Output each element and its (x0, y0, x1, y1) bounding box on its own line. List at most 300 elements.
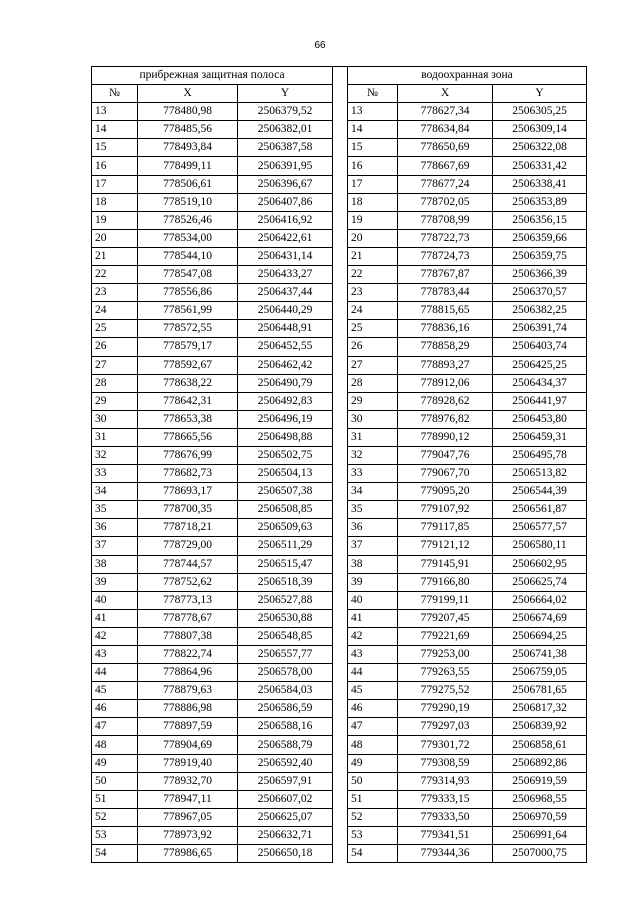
table-gap (333, 664, 348, 682)
right-x-coordinate: 778708,99 (398, 211, 493, 229)
table-gap (333, 67, 348, 85)
right-point-number: 26 (348, 338, 398, 356)
left-y-coordinate: 2506437,44 (238, 284, 333, 302)
left-y-coordinate: 2506515,47 (238, 555, 333, 573)
right-y-coordinate: 2506968,55 (493, 790, 587, 808)
left-x-coordinate: 778592,67 (138, 356, 238, 374)
left-table-title: прибрежная защитная полоса (92, 67, 333, 85)
left-point-number: 31 (92, 428, 138, 446)
right-point-number: 30 (348, 410, 398, 428)
right-point-number: 42 (348, 627, 398, 645)
right-x-coordinate: 778724,73 (398, 247, 493, 265)
right-y-coordinate: 2506331,42 (493, 157, 587, 175)
right-y-coordinate: 2506391,74 (493, 320, 587, 338)
left-y-coordinate: 2506557,77 (238, 646, 333, 664)
right-point-number: 31 (348, 428, 398, 446)
table-gap (333, 826, 348, 844)
left-x-coordinate: 778493,84 (138, 139, 238, 157)
left-point-number: 40 (92, 591, 138, 609)
left-x-coordinate: 778638,22 (138, 374, 238, 392)
right-point-number: 50 (348, 772, 398, 790)
right-x-coordinate: 779314,93 (398, 772, 493, 790)
left-point-number: 22 (92, 266, 138, 284)
table-row (92, 428, 587, 446)
left-y-coordinate: 2506490,79 (238, 374, 333, 392)
table-gap (333, 302, 348, 320)
right-y-coordinate: 2506970,59 (493, 808, 587, 826)
left-point-number: 20 (92, 229, 138, 247)
table-gap (333, 338, 348, 356)
left-point-number: 53 (92, 826, 138, 844)
left-y-coordinate: 2506379,52 (238, 103, 333, 121)
left-x-coordinate: 778693,17 (138, 483, 238, 501)
table-row (92, 664, 587, 682)
left-y-coordinate: 2506650,18 (238, 845, 333, 863)
left-y-coordinate: 2506433,27 (238, 266, 333, 284)
right-y-coordinate: 2506513,82 (493, 465, 587, 483)
right-x-coordinate: 779095,20 (398, 483, 493, 501)
left-x-coordinate: 778676,99 (138, 446, 238, 464)
right-point-number: 52 (348, 808, 398, 826)
table-gap (333, 537, 348, 555)
left-x-coordinate: 778579,17 (138, 338, 238, 356)
right-point-number: 36 (348, 519, 398, 537)
left-y-coordinate: 2506396,67 (238, 175, 333, 193)
table-gap (333, 139, 348, 157)
left-y-coordinate: 2506504,13 (238, 465, 333, 483)
left-header-number: № (92, 85, 138, 103)
left-x-coordinate: 778967,05 (138, 808, 238, 826)
table-gap (333, 193, 348, 211)
table-row (92, 465, 587, 483)
right-point-number: 15 (348, 139, 398, 157)
table-gap (333, 266, 348, 284)
left-y-coordinate: 2506431,14 (238, 247, 333, 265)
right-point-number: 34 (348, 483, 398, 501)
table-gap (333, 790, 348, 808)
table-gap (333, 85, 348, 103)
table-row (92, 718, 587, 736)
right-point-number: 41 (348, 609, 398, 627)
table-gap (333, 718, 348, 736)
left-y-coordinate: 2506382,01 (238, 121, 333, 139)
left-x-coordinate: 778886,98 (138, 700, 238, 718)
table-gap (333, 501, 348, 519)
left-y-coordinate: 2506597,91 (238, 772, 333, 790)
left-point-number: 36 (92, 519, 138, 537)
left-point-number: 19 (92, 211, 138, 229)
left-x-coordinate: 778729,00 (138, 537, 238, 555)
left-y-coordinate: 2506530,88 (238, 609, 333, 627)
left-x-coordinate: 778986,65 (138, 845, 238, 863)
table-gap (333, 519, 348, 537)
right-y-coordinate: 2506694,25 (493, 627, 587, 645)
right-point-number: 48 (348, 736, 398, 754)
table-row (92, 320, 587, 338)
right-y-coordinate: 2506759,05 (493, 664, 587, 682)
right-y-coordinate: 2506839,92 (493, 718, 587, 736)
right-x-coordinate: 778976,82 (398, 410, 493, 428)
left-point-number: 16 (92, 157, 138, 175)
right-y-coordinate: 2506858,61 (493, 736, 587, 754)
left-point-number: 33 (92, 465, 138, 483)
table-body (92, 103, 587, 863)
right-point-number: 54 (348, 845, 398, 863)
table-row (92, 175, 587, 193)
table-gap (333, 646, 348, 664)
left-x-coordinate: 778544,10 (138, 247, 238, 265)
left-x-coordinate: 778744,57 (138, 555, 238, 573)
table-row (92, 284, 587, 302)
table-row (92, 157, 587, 175)
left-point-number: 38 (92, 555, 138, 573)
right-point-number: 32 (348, 446, 398, 464)
right-point-number: 29 (348, 392, 398, 410)
left-point-number: 34 (92, 483, 138, 501)
left-x-coordinate: 778919,40 (138, 754, 238, 772)
right-point-number: 14 (348, 121, 398, 139)
left-y-coordinate: 2506511,29 (238, 537, 333, 555)
table-row (92, 772, 587, 790)
right-point-number: 53 (348, 826, 398, 844)
right-y-coordinate: 2506366,39 (493, 266, 587, 284)
right-y-coordinate: 2506577,57 (493, 519, 587, 537)
right-point-number: 27 (348, 356, 398, 374)
table-gap (333, 157, 348, 175)
right-x-coordinate: 779166,80 (398, 573, 493, 591)
right-x-coordinate: 778928,62 (398, 392, 493, 410)
right-y-coordinate: 2506892,86 (493, 754, 587, 772)
left-point-number: 41 (92, 609, 138, 627)
right-x-coordinate: 779263,55 (398, 664, 493, 682)
right-y-coordinate: 2506991,64 (493, 826, 587, 844)
right-point-number: 49 (348, 754, 398, 772)
coordinates-table (91, 66, 587, 863)
table-gap (333, 808, 348, 826)
table-gap (333, 428, 348, 446)
left-x-coordinate: 778718,21 (138, 519, 238, 537)
table-gap (333, 284, 348, 302)
right-x-coordinate: 779145,91 (398, 555, 493, 573)
right-y-coordinate: 2506561,87 (493, 501, 587, 519)
right-y-coordinate: 2506453,80 (493, 410, 587, 428)
left-x-coordinate: 778499,11 (138, 157, 238, 175)
right-x-coordinate: 778722,73 (398, 229, 493, 247)
table-row (92, 519, 587, 537)
right-y-coordinate: 2506359,75 (493, 247, 587, 265)
table-gap (333, 465, 348, 483)
table-row (92, 845, 587, 863)
table-row (92, 573, 587, 591)
right-y-coordinate: 2506309,14 (493, 121, 587, 139)
right-x-coordinate: 778667,69 (398, 157, 493, 175)
left-x-coordinate: 778897,59 (138, 718, 238, 736)
right-point-number: 21 (348, 247, 398, 265)
table-gap (333, 175, 348, 193)
left-y-coordinate: 2506422,61 (238, 229, 333, 247)
right-x-coordinate: 778767,87 (398, 266, 493, 284)
left-point-number: 52 (92, 808, 138, 826)
left-y-coordinate: 2506407,86 (238, 193, 333, 211)
left-point-number: 29 (92, 392, 138, 410)
table-row (92, 193, 587, 211)
right-x-coordinate: 778650,69 (398, 139, 493, 157)
right-y-coordinate: 2507000,75 (493, 845, 587, 863)
table-row (92, 356, 587, 374)
left-y-coordinate: 2506625,07 (238, 808, 333, 826)
right-x-coordinate: 779067,70 (398, 465, 493, 483)
left-x-coordinate: 778864,96 (138, 664, 238, 682)
right-y-coordinate: 2506664,02 (493, 591, 587, 609)
left-x-coordinate: 778752,62 (138, 573, 238, 591)
right-y-coordinate: 2506370,57 (493, 284, 587, 302)
table-row (92, 266, 587, 284)
right-x-coordinate: 778702,05 (398, 193, 493, 211)
table-row (92, 338, 587, 356)
right-x-coordinate: 778990,12 (398, 428, 493, 446)
right-x-coordinate: 779107,92 (398, 501, 493, 519)
left-point-number: 23 (92, 284, 138, 302)
table-gap (333, 211, 348, 229)
left-x-coordinate: 778947,11 (138, 790, 238, 808)
table-gap (333, 555, 348, 573)
right-x-coordinate: 779253,00 (398, 646, 493, 664)
table-row (92, 103, 587, 121)
left-x-coordinate: 778904,69 (138, 736, 238, 754)
left-x-coordinate: 778932,70 (138, 772, 238, 790)
right-x-coordinate: 779221,69 (398, 627, 493, 645)
right-x-coordinate: 778627,34 (398, 103, 493, 121)
left-y-coordinate: 2506492,83 (238, 392, 333, 410)
left-header-y: Y (238, 85, 333, 103)
right-point-number: 40 (348, 591, 398, 609)
right-point-number: 39 (348, 573, 398, 591)
table-gap (333, 356, 348, 374)
right-y-coordinate: 2506338,41 (493, 175, 587, 193)
right-y-coordinate: 2506817,32 (493, 700, 587, 718)
left-x-coordinate: 778778,67 (138, 609, 238, 627)
table-row (92, 646, 587, 664)
left-x-coordinate: 778561,99 (138, 302, 238, 320)
left-y-coordinate: 2506462,42 (238, 356, 333, 374)
right-point-number: 44 (348, 664, 398, 682)
table-gap (333, 392, 348, 410)
table-row (92, 682, 587, 700)
left-point-number: 25 (92, 320, 138, 338)
table-row (92, 211, 587, 229)
left-x-coordinate: 778547,08 (138, 266, 238, 284)
left-y-coordinate: 2506496,19 (238, 410, 333, 428)
right-header-x: X (398, 85, 493, 103)
table-row (92, 410, 587, 428)
right-y-coordinate: 2506919,59 (493, 772, 587, 790)
left-y-coordinate: 2506440,29 (238, 302, 333, 320)
table-row (92, 501, 587, 519)
table-row (92, 247, 587, 265)
left-x-coordinate: 778822,74 (138, 646, 238, 664)
left-point-number: 27 (92, 356, 138, 374)
left-y-coordinate: 2506498,88 (238, 428, 333, 446)
right-point-number: 51 (348, 790, 398, 808)
right-y-coordinate: 2506322,08 (493, 139, 587, 157)
right-x-coordinate: 778634,84 (398, 121, 493, 139)
left-y-coordinate: 2506632,71 (238, 826, 333, 844)
table-row (92, 446, 587, 464)
right-table-title: водоохранная зона (348, 67, 587, 85)
table-row (92, 826, 587, 844)
right-point-number: 37 (348, 537, 398, 555)
left-y-coordinate: 2506588,79 (238, 736, 333, 754)
table-gap (333, 374, 348, 392)
right-x-coordinate: 779207,45 (398, 609, 493, 627)
right-point-number: 46 (348, 700, 398, 718)
left-point-number: 21 (92, 247, 138, 265)
left-point-number: 49 (92, 754, 138, 772)
left-point-number: 13 (92, 103, 138, 121)
table-gap (333, 247, 348, 265)
left-point-number: 26 (92, 338, 138, 356)
right-x-coordinate: 779301,72 (398, 736, 493, 754)
right-y-coordinate: 2506544,39 (493, 483, 587, 501)
right-point-number: 28 (348, 374, 398, 392)
left-point-number: 37 (92, 537, 138, 555)
left-x-coordinate: 778973,92 (138, 826, 238, 844)
right-point-number: 19 (348, 211, 398, 229)
table-gap (333, 682, 348, 700)
left-y-coordinate: 2506452,55 (238, 338, 333, 356)
right-y-coordinate: 2506382,25 (493, 302, 587, 320)
left-y-coordinate: 2506527,88 (238, 591, 333, 609)
left-y-coordinate: 2506578,00 (238, 664, 333, 682)
left-y-coordinate: 2506588,16 (238, 718, 333, 736)
left-x-coordinate: 778485,56 (138, 121, 238, 139)
table-gap (333, 591, 348, 609)
table-row (92, 537, 587, 555)
table-gap (333, 609, 348, 627)
left-point-number: 47 (92, 718, 138, 736)
left-point-number: 54 (92, 845, 138, 863)
right-header-y: Y (493, 85, 587, 103)
left-header-x: X (138, 85, 238, 103)
right-point-number: 43 (348, 646, 398, 664)
table-row (92, 392, 587, 410)
table-row (92, 302, 587, 320)
right-x-coordinate: 778836,16 (398, 320, 493, 338)
table-gap (333, 483, 348, 501)
left-point-number: 14 (92, 121, 138, 139)
left-y-coordinate: 2506387,58 (238, 139, 333, 157)
right-point-number: 23 (348, 284, 398, 302)
right-y-coordinate: 2506305,25 (493, 103, 587, 121)
table-row (92, 229, 587, 247)
left-point-number: 18 (92, 193, 138, 211)
table-gap (333, 627, 348, 645)
right-x-coordinate: 778893,27 (398, 356, 493, 374)
right-x-coordinate: 779290,19 (398, 700, 493, 718)
table-gap (333, 103, 348, 121)
left-x-coordinate: 778534,00 (138, 229, 238, 247)
right-x-coordinate: 779333,50 (398, 808, 493, 826)
left-y-coordinate: 2506416,92 (238, 211, 333, 229)
right-point-number: 38 (348, 555, 398, 573)
right-y-coordinate: 2506403,74 (493, 338, 587, 356)
left-x-coordinate: 778506,61 (138, 175, 238, 193)
left-y-coordinate: 2506507,38 (238, 483, 333, 501)
right-x-coordinate: 779308,59 (398, 754, 493, 772)
table-row (92, 790, 587, 808)
table-gap (333, 772, 348, 790)
right-y-coordinate: 2506625,74 (493, 573, 587, 591)
table-gap (333, 700, 348, 718)
left-y-coordinate: 2506518,39 (238, 573, 333, 591)
left-x-coordinate: 778480,98 (138, 103, 238, 121)
table-row (92, 700, 587, 718)
right-y-coordinate: 2506359,66 (493, 229, 587, 247)
left-x-coordinate: 778572,55 (138, 320, 238, 338)
table-row (92, 555, 587, 573)
left-point-number: 44 (92, 664, 138, 682)
left-x-coordinate: 778519,10 (138, 193, 238, 211)
right-y-coordinate: 2506781,65 (493, 682, 587, 700)
table-row (92, 754, 587, 772)
right-y-coordinate: 2506495,78 (493, 446, 587, 464)
left-point-number: 46 (92, 700, 138, 718)
table-gap (333, 736, 348, 754)
right-point-number: 18 (348, 193, 398, 211)
table-row (92, 609, 587, 627)
left-point-number: 50 (92, 772, 138, 790)
right-y-coordinate: 2506441,97 (493, 392, 587, 410)
left-x-coordinate: 778653,38 (138, 410, 238, 428)
left-y-coordinate: 2506502,75 (238, 446, 333, 464)
left-y-coordinate: 2506548,85 (238, 627, 333, 645)
left-x-coordinate: 778700,35 (138, 501, 238, 519)
left-y-coordinate: 2506607,02 (238, 790, 333, 808)
left-x-coordinate: 778682,73 (138, 465, 238, 483)
right-point-number: 20 (348, 229, 398, 247)
right-point-number: 45 (348, 682, 398, 700)
left-y-coordinate: 2506508,85 (238, 501, 333, 519)
left-point-number: 39 (92, 573, 138, 591)
right-x-coordinate: 779341,51 (398, 826, 493, 844)
right-x-coordinate: 779117,85 (398, 519, 493, 537)
right-point-number: 35 (348, 501, 398, 519)
right-x-coordinate: 779121,12 (398, 537, 493, 555)
right-y-coordinate: 2506459,31 (493, 428, 587, 446)
right-x-coordinate: 779297,03 (398, 718, 493, 736)
table-row (92, 483, 587, 501)
left-y-coordinate: 2506391,95 (238, 157, 333, 175)
left-point-number: 45 (92, 682, 138, 700)
table-row (92, 121, 587, 139)
left-point-number: 32 (92, 446, 138, 464)
table-gap (333, 845, 348, 863)
left-point-number: 15 (92, 139, 138, 157)
right-x-coordinate: 778677,24 (398, 175, 493, 193)
right-x-coordinate: 778912,06 (398, 374, 493, 392)
right-y-coordinate: 2506353,89 (493, 193, 587, 211)
right-point-number: 47 (348, 718, 398, 736)
left-x-coordinate: 778807,38 (138, 627, 238, 645)
table-gap (333, 229, 348, 247)
left-point-number: 24 (92, 302, 138, 320)
right-y-coordinate: 2506356,15 (493, 211, 587, 229)
left-point-number: 42 (92, 627, 138, 645)
left-point-number: 30 (92, 410, 138, 428)
right-y-coordinate: 2506425,25 (493, 356, 587, 374)
left-point-number: 17 (92, 175, 138, 193)
right-point-number: 33 (348, 465, 398, 483)
